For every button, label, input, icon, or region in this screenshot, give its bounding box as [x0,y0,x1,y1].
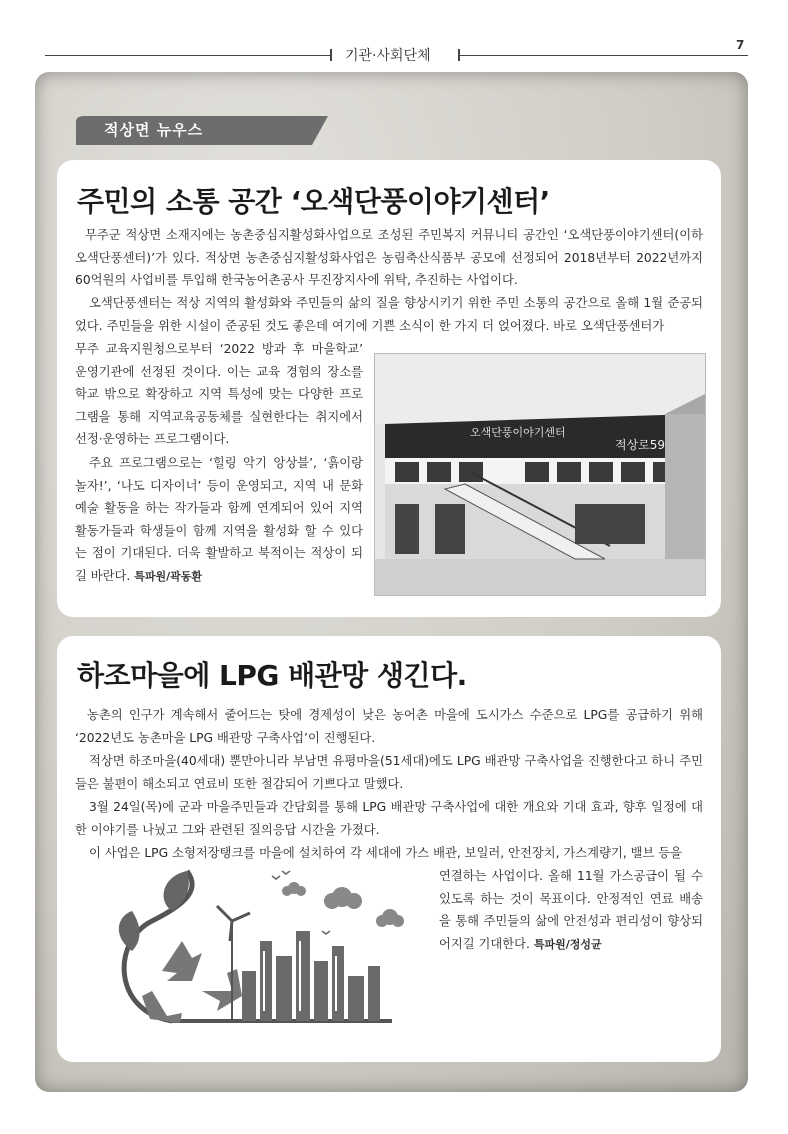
page-number: 7 [736,38,745,52]
article-2-paragraph-1: 농촌의 인구가 계속해서 줄어드는 탓에 경제성이 낮은 농어촌 마을에 도시가스 수준으로 LPG를 공급하기 위해 ‘2022년도 농촌마을 LPG 배관망 구축사업’이 진행된다. [75,708,703,745]
header-tick-left [330,49,332,61]
building-number: 적상로59 [615,438,666,452]
article-card-2 [57,636,721,1062]
building-illustration [375,354,705,595]
article-2-paragraph-2: 적상면 하조마을(40세대) 뿐만아니라 부남면 유평마을(51세대)에도 LPG 배관망 구축사업을 진행한다고 하니 주민들은 불편이 해소되고 연료비 또한 절감되어 기쁘다고 말했다. [75,754,703,791]
header-rule-left [45,55,332,56]
tab-label: 적상면 뉴우스 [104,121,204,139]
article-1-paragraph-3-text: 주요 프로그램으로는 ‘힐링 악기 앙상블’, ‘흙이랑 놀자!’, ‘나도 디자이너’ 등이 운영되고, 지역 내 문화예술 활동을 하는 작가들과 함께 연계되어 있어 지역 활동가들과 학생들이 함께 지역을 활성화 할 수 있다는 점이 기대된다. 더욱 활발하고 북적이는 적상이 되길 바란다. [75,456,363,583]
article-1-paragraph-1: 무주군 적상면 소재지에는 농촌중심지활성화사업으로 조성된 주민복지 커뮤니티 공간인 ‘오색단풍이야기센터(이하 오색단풍센터)’가 있다. 적상면 농촌중심지활성화사업은 농림축산식품부 공모에 선정되어 2018년부터 2022년까지 60억원의 사업비를 투입해 한국농어촌공사 무진장지사에 위탁, 추진하는 사업이다. [75,228,703,288]
article-card-1 [57,160,721,617]
building-photo [374,353,706,596]
section-tab [76,116,328,145]
article-1-paragraph-2: 오색단풍센터는 적상 지역의 활성화와 주민들의 삶의 질을 향상시키기 위한 주민 소통의 공간으로 올해 1월 준공되었다. 주민들을 위한 시설이 준공된 것도 좋은데 여기에 기쁜 소식이 한 가지 더 얹어졌다. 바로 오색단풍센터가 [75,296,703,333]
article-2-title: 하조마을에 LPG 배관망 생긴다. [77,659,467,692]
eco-city-illustration [92,861,422,1041]
page-header [0,38,788,68]
building-sign: 오색단풍이야기센터 [470,426,566,439]
article-2-paragraph-3: 3월 24일(목)에 군과 마을주민들과 간담회를 통해 LPG 배관망 구축사업에 대한 개요와 기대 효과, 향후 일정에 대한 이야기를 나눴고 그와 관련된 질의응답 시간을 가졌다. [75,800,703,837]
article-1-byline: 특파원/곽동환 [134,569,203,583]
article-1-paragraph-2-cont: 무주 교육지원청으로부터 ‘2022 방과 후 마을학교’ 운영기관에 선정된 것이다. 이는 교육 경험의 장소를 학교 밖으로 확장하고 지역 특성에 맞는 다양한 프로그램을 통해 지역교육공동체를 실현한다는 취지에서 선정·운영하는 프로그램이다. [75,342,363,447]
header-rule-right [458,55,748,56]
article-2-paragraph-4-cont [439,865,703,956]
article-1-title: 주민의 소통 공간 ‘오색단풍이야기센터’ [77,185,550,218]
article-1-paragraph-3 [75,452,363,589]
section-name: 기관·사회단체 [345,48,431,64]
article-2-paragraph-4: 이 사업은 LPG 소형저장탱크를 마을에 설치하여 각 세대에 가스 배관, 보일러, 안전장치, 가스계량기, 밸브 등을 [89,846,683,860]
article-2-paragraph-4-text: 연결하는 사업이다. 올해 11월 가스공급이 될 수 있도록 하는 것이 목표이다. 안정적인 연료 배송을 통해 주민들의 삶에 안전성과 편리성이 향상되어지길 기대한다. [439,869,703,951]
article-2-byline: 특파원/정성균 [533,937,602,951]
